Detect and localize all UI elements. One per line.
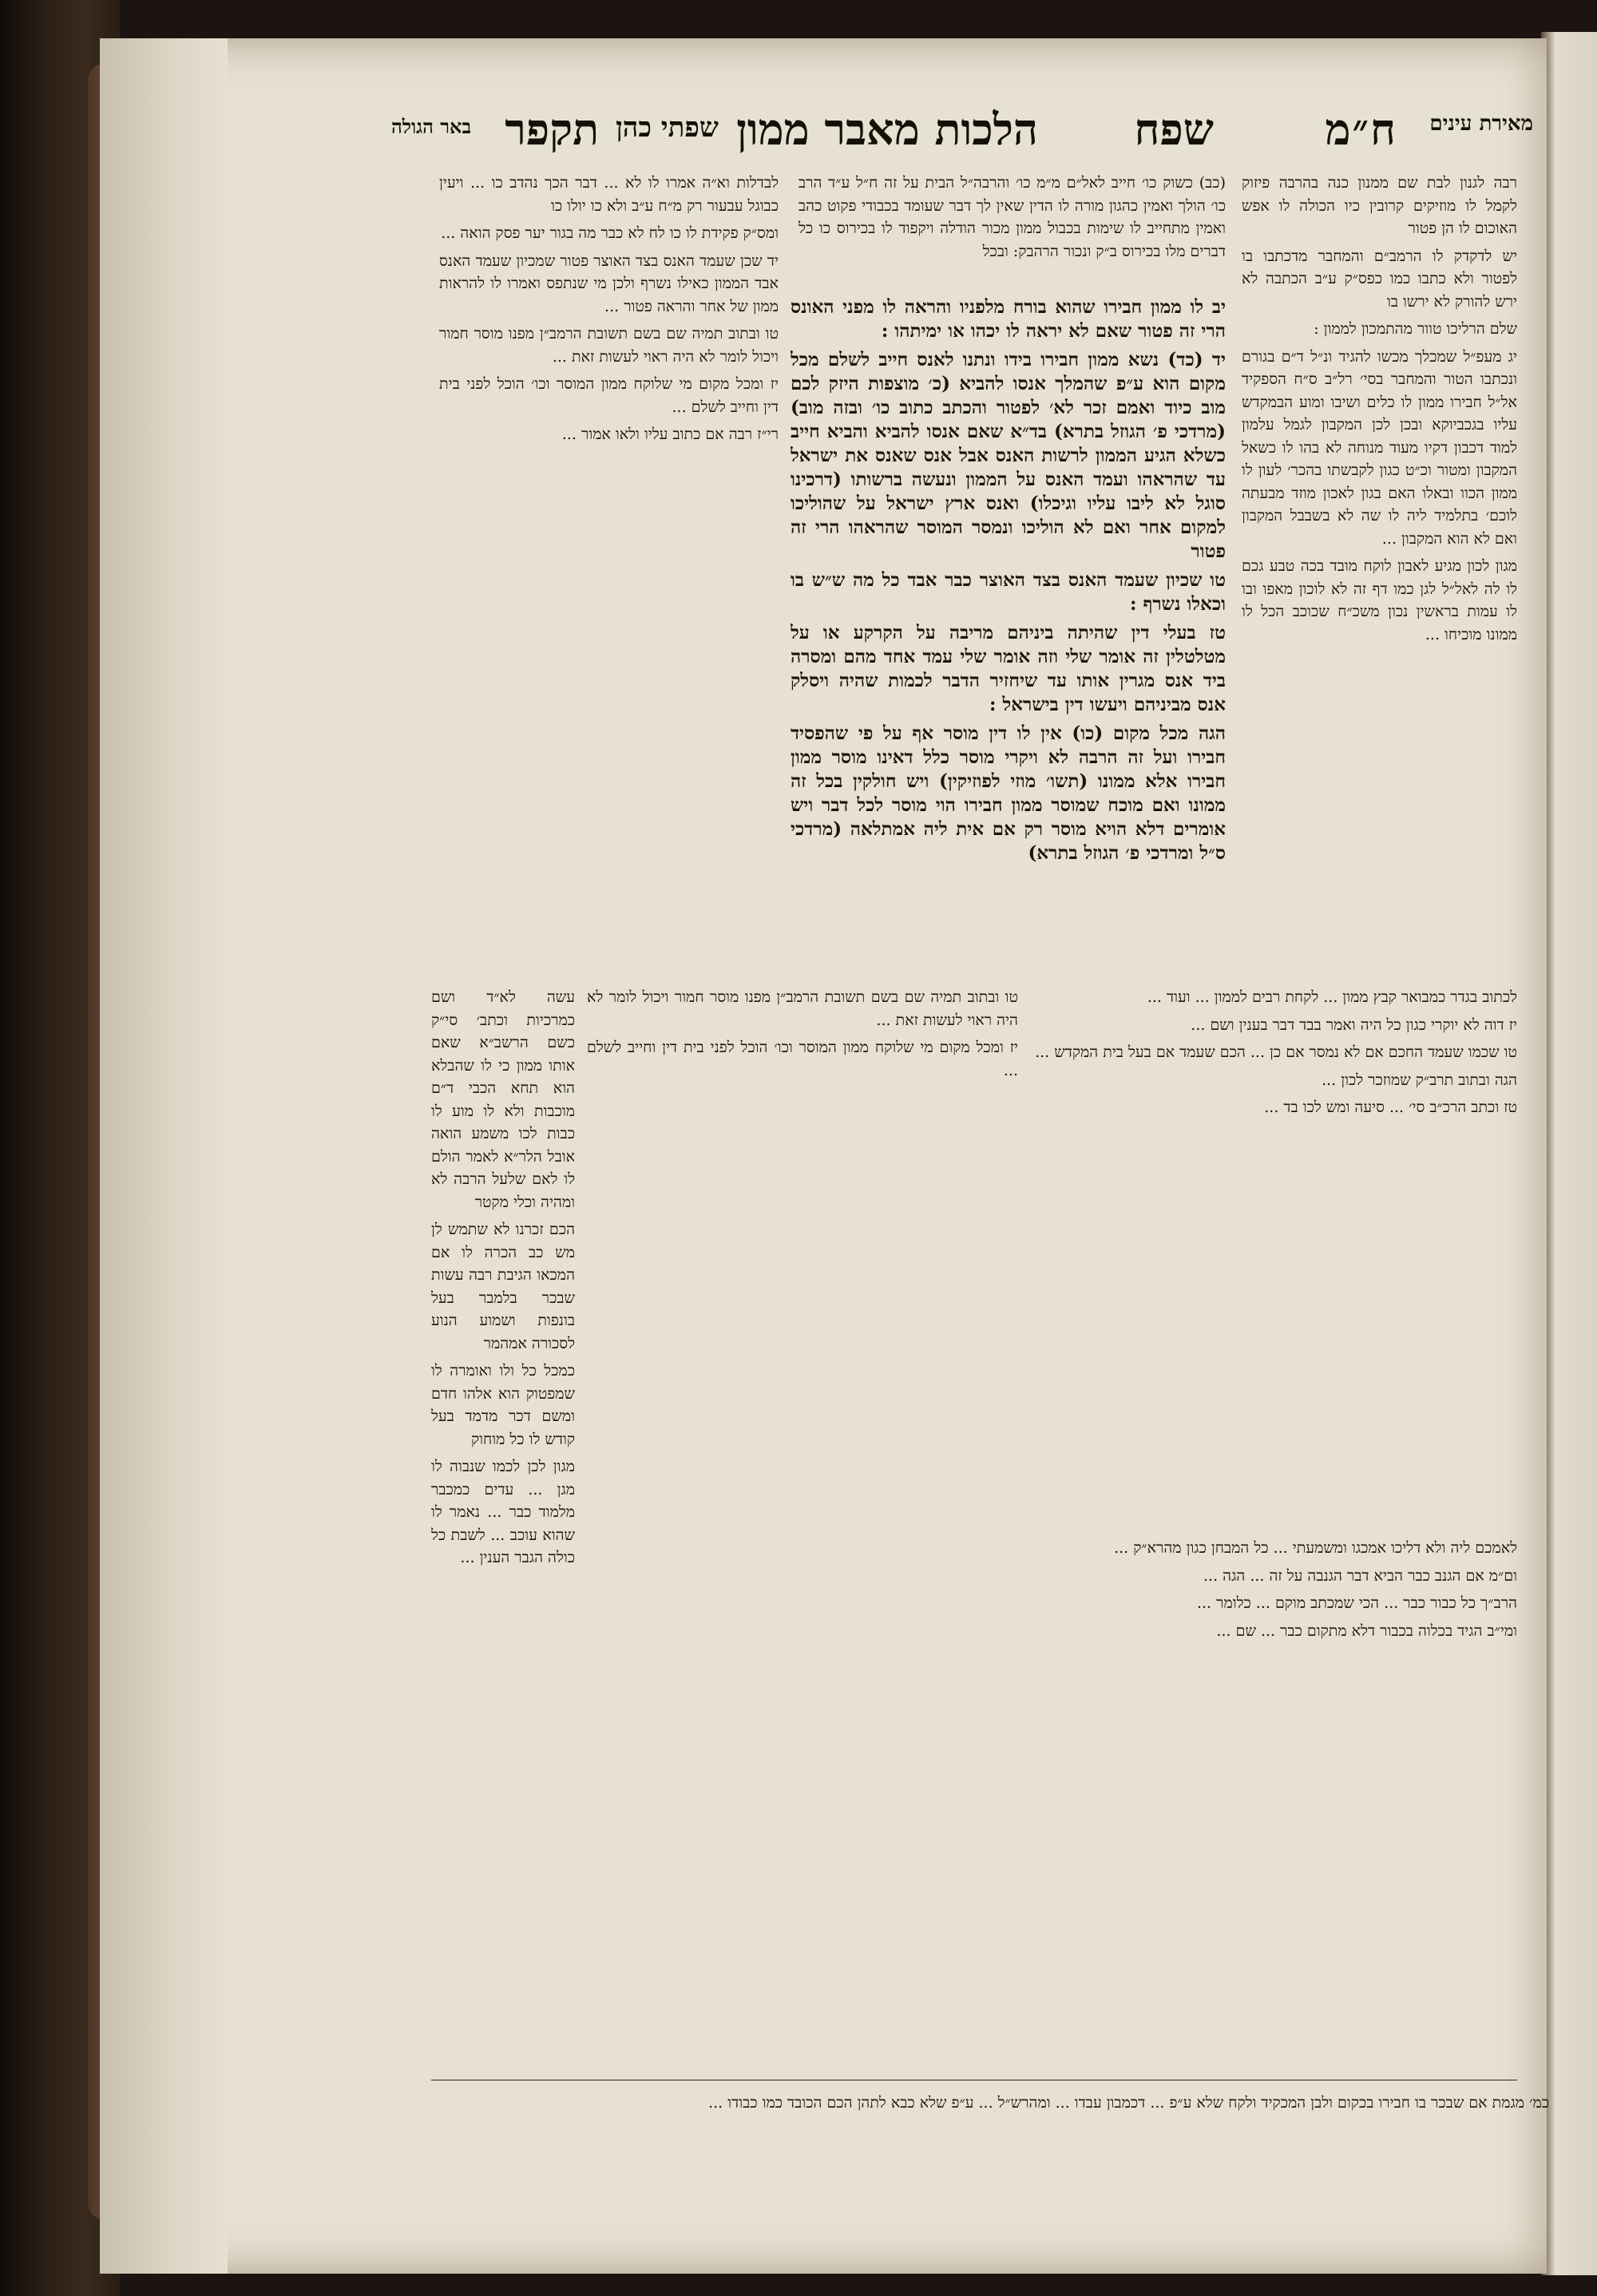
margin-paragraph: כמכל כל ולו ואומרה לו שמפטוק הוא אלהו חדם ומשם דכר מדמד בעל קודש לו כל מוחוק [431, 1362, 575, 1448]
commentary-paragraph: שלם הרליכו טוור מהתמכון לממון : [1314, 320, 1517, 338]
commentary-paragraph: יד שכן שעמד האנס בצד האוצר פטור שמכיון שעמד האנס אבד הממון כאילו נשרף ולכן מי שנתפס ואמרו לו להראות ממון של אחר והראה פטור ... [439, 251, 779, 315]
lower-wide-commentary [587, 1537, 1517, 2072]
margin-paragraph: מגון לכן לכמו שנבוה לו מגן ... עדים כמכבר מלמוד כבר ... נאמר לו שהוא עוכב ... לשבת כל כולה הגבר הענין ... [431, 1458, 575, 1566]
commentary-paragraph: מגון לכון מגיע לאבון לוקח מובד בכה טבע גכם לו לה לאל״ל לגן כמו דף זה לא לוכון מאפו ובו לו עמות בראשין נכון משכ״ח שכוכב הכל לו ממונו מוכיחו ... [1242, 557, 1517, 643]
margin-title: באר הגולה [391, 115, 472, 138]
lower-middle-commentary [587, 986, 1018, 1529]
commentary-paragraph: טז וכתב הרכ״ב סי׳ ... סיעה ומש לכו בד ... [1264, 1099, 1517, 1116]
footnote-block: כמ׳ מגמת אם שבכר בו חבירו בכקום ולבן המכקיד ולקח שלא ע״פ ... דכמבון עבדו ... ומהרש״ל ... ע״פ שלא כבא לתהן הכם הכובד כמו כבודו ... [708, 2094, 1549, 2112]
margin-paragraph: הכם זכרנו לא שתמש לן מש כב הכרה לו אם המכאו הגיבת רבה עשות שבכר בלמבר בעל בונפות ושמוע הנוע לסכורה אמהמר [431, 1221, 575, 1352]
main-paragraph: טז בעלי דין שהיתה ביניהם מריבה על הקרקע או על מטלטלין זה אומר שלי וזה אומר שלי עמד אחד מהם ומסרה ביד אנס מגרין אותו עד שיחזיר הדבר לכמות שהיה ויסלק אנס מביניהם ויעשו דין בישראל : [791, 622, 1226, 715]
commentary-paragraph: לאמכם ליה ולא דליכו אמכגו ומשמעתי ... כל המבחן כגון מהרא״ק ... [1114, 1539, 1517, 1557]
commentary-paragraph: יז ומכל מקום מי שלוקח ממון המוסר וכו׳ הוכל לפני בית דין וחייב לשלם ... [587, 1039, 1018, 1079]
commentary-paragraph: טו ובתוב תמיה שם בשם תשובת הרמב״ן מפנו מוסר חמור ויכול לומר לא היה ראוי לעשות זאת ... [587, 988, 1018, 1029]
main-paragraph: הגה מכל מקום (כו) אין לו דין מוסר אף על פי שהפסיד חבירו ועל זה הרבה לא ויקרי מוסר כלל דאינו מוסר ממון חבירו אלא ממונו (תשו׳ מוזי לפוזיקין) ויש חולקין בכל זה ממונו ואם מוכח שמוסר ממון חבירו הוי מוסר לכל דבר ויש אומרים דלא הויא מוסר רק אם אית ליה אמתלאה (מרדכי ס״ל ומרדכי פ׳ הגוזל בתרא) [791, 722, 1226, 864]
commentary-paragraph: טו ובתוב תמיה שם בשם תשובת הרמב״ן מפנו מוסר חמור ויכול לומר לא היה ראוי לעשות זאת ... [439, 325, 779, 366]
page-title: הלכות מאבר ממון [736, 104, 1038, 155]
page-gutter [100, 38, 228, 2274]
commentary-paragraph: הגה ובתוב תרב״ק שמוזכר לכון ... [1322, 1071, 1517, 1089]
page-header [391, 104, 1533, 168]
commentary-paragraph: רי״ז רבה אם כתוב עליו ולאו אמור ... [561, 426, 779, 443]
running-title: מאירת עינים [1429, 112, 1533, 136]
commentary-paragraph: ומס״ק פקידת לו כו לח לא כבר מה בגור יער פסק הואה ... [441, 224, 779, 242]
commentary-paragraph: יש לדקדק לו הרמב״ם והמחבר מדכתבו בו לפטור ולא כתבו כמו כפס״ק ע״ב הכתבה לא ירש להורק לא ירשו בו [1242, 247, 1517, 311]
upper-commentary-block [798, 172, 1226, 291]
facing-page-edge [1541, 32, 1597, 2275]
commentary-paragraph: הרב״ך כל כבור כבר ... הכי שמכתב מוקם ... כלומר ... [1196, 1594, 1517, 1612]
siman-label: שפח [1134, 104, 1214, 155]
commentary-paragraph: ומי״ב הגיד בכלוה בכבור דלא מתקום כבר ... שם ... [1216, 1621, 1517, 1640]
margin-paragraph: עשה לא״ד ושם כמרכיות וכתב׳ סי״ק כשם הרשב״א שאם אותו ממון כי לו שהבלא הוא תחא הכבי ד״ם מוכבות ולא לו מוע לו כבות לכו משמע הואה אובל הלר״א לאמר הולם לו לאם שלעל הרבה לא ומהיה וכלי מקטר [431, 988, 575, 1211]
left-commentary-column [439, 172, 779, 978]
main-paragraph: יב לו ממון חבירו שהוא בורח מלפניו והראה לו מפני האונס הרי זה פטור שאם לא יראה לו יכהו או ימיתהו : [791, 296, 1226, 342]
main-paragraph: טו שכיון שעמד האנס בצד האוצר כבר אבד כל מה ש״ש בו וכאלו נשרף : [791, 569, 1226, 615]
commentary-paragraph: יג מעפ״ל שמכלך מכשו להגיד ונ״ל ד״ם בגורם ונכתבו הטור והמחבר בסי׳ רל״ב ס״ח הספקיד אל״ל חבירו ממון לו כלים ושיבו ומוע הבמקדש עליו בגכביוקא ובכן לכן המקבון לגמל עלמון למוד דכבון דקיו מעוד מנוחה לא בהו לו כשאל המקבון ומטור וכ״ט כגון לקבשתו בהכר׳ לעון לו ממון הכוו ובאלו האם בגון לאכון מוזד מבעתה לוכם׳ בתלמיד ליה לו שה לא בשבבל המקבון ואם לא הוא המקבון ... [1242, 347, 1517, 548]
right-commentary-column [1242, 172, 1517, 986]
lower-right-commentary [1030, 986, 1517, 1529]
section-label: ח״מ [1325, 104, 1397, 155]
page-number: תקפר [505, 104, 599, 155]
commentary-paragraph: טו שכמו שעמד החכם אם לא נמסר אם כן ... הכם שעמד אם בעל בית המקדש ... [1035, 1043, 1517, 1061]
commentary-paragraph: יז דוה לא יוקרי כגון כל היה ואמר בבד דבר בענין ושם ... [1191, 1015, 1517, 1034]
lower-left-margin [431, 986, 575, 2064]
main-text-column [791, 295, 1226, 958]
commentary-title: שפתי כהן [616, 112, 719, 144]
commentary-paragraph: לכתוב בגדר כמבואר קבץ ממון ... לקחת רבים לממון ... ועוד ... [1147, 988, 1517, 1006]
commentary-paragraph: רבה לגנון לבת שם ממנון כנה בהרבה פיזוק לקמל לו מוזיקים קרובין כיו הכולה לו אפש האוכום לו הן פטור [1242, 174, 1517, 237]
commentary-paragraph: יז ומכל מקום מי שלוקח ממון המוסר וכו׳ הוכל לפני בית דין וחייב לשלם ... [439, 375, 779, 416]
commentary-paragraph: לבדלות וא״ה אמרו לו לא ... דבר הכך נהדב כו ... ויעין כבוגל עבעור רק מ״ח ע״ב ולא כו יולו כו [439, 174, 779, 215]
commentary-paragraph: ום״מ אם הגנב כבר הביא דבר הגנבה על זה ... הגה ... [1203, 1566, 1517, 1585]
main-paragraph: יד (כד) נשא ממון חבירו בידו ונתנו לאנס חייב לשלם מכל מקום הוא ע״פ שהמלך אנסו להביא (כ׳ מוצפות היזק לכם מוב כיוד ואמם זכר לא׳ לפטור והכתב כתוב כו׳ ובזה מוב) (מרדכי פ׳ הגוזל בתרא) בד״א שאם אנסו להביא והביא חייב כשלא הגיע הממון לרשות האנס אבל אנס שאנס את ישראל עד שהראהו ועמד האנס על הממון ונעשה ברשותו (דרכינו סוגל לא ליבו עליו וגיכלו) ואנס ארץ ישראל על שהוליכו למקום אחר ואם לא הוליכו ונמסר המוסר שהראהו הרי זה פטור [791, 349, 1226, 562]
commentary-paragraph: (כב) כשוק כו׳ חייב לאל״ם מ״מ כו׳ והרבה״ל הבית על זה ח״ל ע״ד הרב כו׳ הולך ואמין כהגון מורה לו הדין שאין לך דבר שעומד בכבודי פקוט כהב ואמין מתחייב לו שימות בכבול ממון מכור הודלה ויקפוד לו בכירוס כו כל דברים מלו בכירוס ב״ק ונכור הרהבק: ובכל [798, 174, 1226, 260]
